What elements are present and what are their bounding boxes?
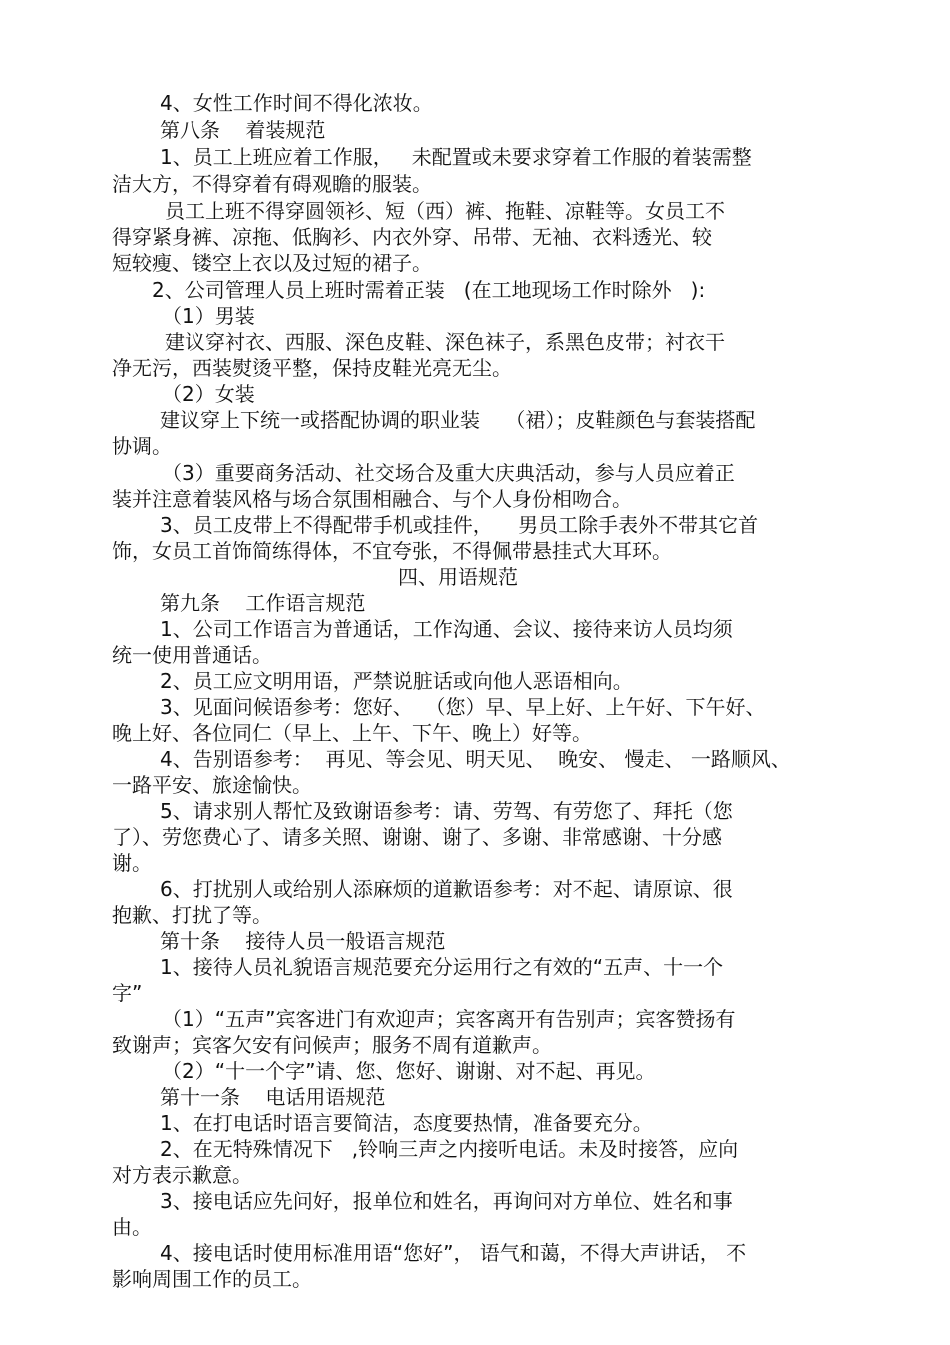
text-line-30: 谢。 xyxy=(112,851,152,875)
text-line-41: 2、在无特殊情况下 ,铃响三声之内接听电话。未及时接答，应向 xyxy=(160,1137,739,1161)
text-line-18: 饰，女员工首饰简练得体，不宜夸张，不得佩带悬挂式大耳环。 xyxy=(112,539,672,563)
text-line-31: 6、打扰别人或给别人添麻烦的道歉语参考：对不起、请原谅、很 xyxy=(160,877,733,901)
text-line-35: 字” xyxy=(112,981,143,1005)
text-line-37: 致谢声；宾客欠安有问候声；服务不周有道歉声。 xyxy=(112,1033,552,1057)
section-heading-article-11: 第十一条 电话用语规范 xyxy=(160,1085,386,1109)
text-line-17: 3、员工皮带上不得配带手机或挂件， 男员工除手表外不带其它首 xyxy=(160,513,759,537)
text-line-43: 3、接电话应先问好，报单位和姓名，再询问对方单位、姓名和事 xyxy=(160,1189,733,1213)
text-line-21: 1、公司工作语言为普通话，工作沟通、会议、接待来访人员均须 xyxy=(160,617,733,641)
section-heading-article-8: 第八条 着装规范 xyxy=(160,118,326,142)
text-line-16: 装并注意着装风格与场合氛围相融合、与个人身份相吻合。 xyxy=(112,487,632,511)
text-line-11: 净无污，西装熨烫平整，保持皮鞋光亮无尘。 xyxy=(112,356,512,380)
text-line-13: 建议穿上下统一或搭配协调的职业装 （裙）；皮鞋颜色与套装搭配 xyxy=(160,408,756,432)
text-line-06: 得穿紧身裤、凉拖、低胸衫、内衣外穿、吊带、无袖、衣料透光、较 xyxy=(112,225,712,249)
text-line-05: 员工上班不得穿圆领衫、短（西）裤、拖鞋、凉鞋等。女员工不 xyxy=(165,199,725,223)
text-line-08: 2、公司管理人员上班时需着正装 (在工地现场工作时除外 ): xyxy=(152,278,706,302)
chapter-heading-language: 四、用语规范 xyxy=(398,565,518,589)
text-line-36: （1）“五声”宾客进门有欢迎声；宾客离开有告别声；宾客赞扬有 xyxy=(162,1007,736,1031)
text-line-45: 4、接电话时使用标准用语“您好”， 语气和蔼，不得大声讲话， 不 xyxy=(160,1241,747,1265)
text-line-29: 了）、劳您费心了、请多关照、谢谢、谢了、多谢、非常感谢、十分感 xyxy=(112,825,722,849)
text-line-26: 4、告别语参考： 再见、等会见、明天见、 晚安、 慢走、 一路顺风、 xyxy=(160,747,791,771)
text-line-12: （2）女装 xyxy=(162,382,255,406)
text-line-22: 统一使用普通话。 xyxy=(112,643,272,667)
text-line-28: 5、请求别人帮忙及致谢语参考：请、劳驾、有劳您了、拜托（您 xyxy=(160,799,733,823)
text-line-10: 建议穿衬衣、西服、深色皮鞋、深色袜子，系黑色皮带；衬衣干 xyxy=(165,330,725,354)
text-line-23: 2、员工应文明用语，严禁说脏话或向他人恶语相向。 xyxy=(160,669,633,693)
text-line-25: 晚上好、各位同仁（早上、上午、下午、晚上）好等。 xyxy=(112,721,592,745)
text-line-04: 洁大方，不得穿着有碍观瞻的服装。 xyxy=(112,172,432,196)
text-line-07: 短较瘦、镂空上衣以及过短的裙子。 xyxy=(112,251,432,275)
text-line-46: 影响周围工作的员工。 xyxy=(112,1267,312,1291)
text-line-24: 3、见面问候语参考：您好、 （您）早、早上好、上午好、下午好、 xyxy=(160,695,766,719)
text-line-40: 1、在打电话时语言要简洁，态度要热情，准备要充分。 xyxy=(160,1111,653,1135)
section-heading-article-9: 第九条 工作语言规范 xyxy=(160,591,366,615)
section-heading-article-10: 第十条 接待人员一般语言规范 xyxy=(160,929,446,953)
text-line-32: 抱歉、打扰了等。 xyxy=(112,903,272,927)
text-line-27: 一路平安、旅途愉快。 xyxy=(112,773,312,797)
text-line-14: 协调。 xyxy=(112,434,172,458)
text-line-09: （1）男装 xyxy=(162,304,255,328)
text-line-34: 1、接待人员礼貌语言规范要充分运用行之有效的“五声、十一个 xyxy=(160,955,724,979)
text-line-44: 由。 xyxy=(112,1215,152,1239)
text-line-01: 4、女性工作时间不得化浓妆。 xyxy=(160,91,433,115)
text-line-42: 对方表示歉意。 xyxy=(112,1163,252,1187)
text-line-03: 1、员工上班应着工作服， 未配置或未要求穿着工作服的着装需整 xyxy=(160,145,752,169)
text-line-38: （2）“十一个字”请、您、您好、谢谢、对不起、再见。 xyxy=(162,1059,656,1083)
text-line-15: （3）重要商务活动、社交场合及重大庆典活动，参与人员应着正 xyxy=(162,461,735,485)
